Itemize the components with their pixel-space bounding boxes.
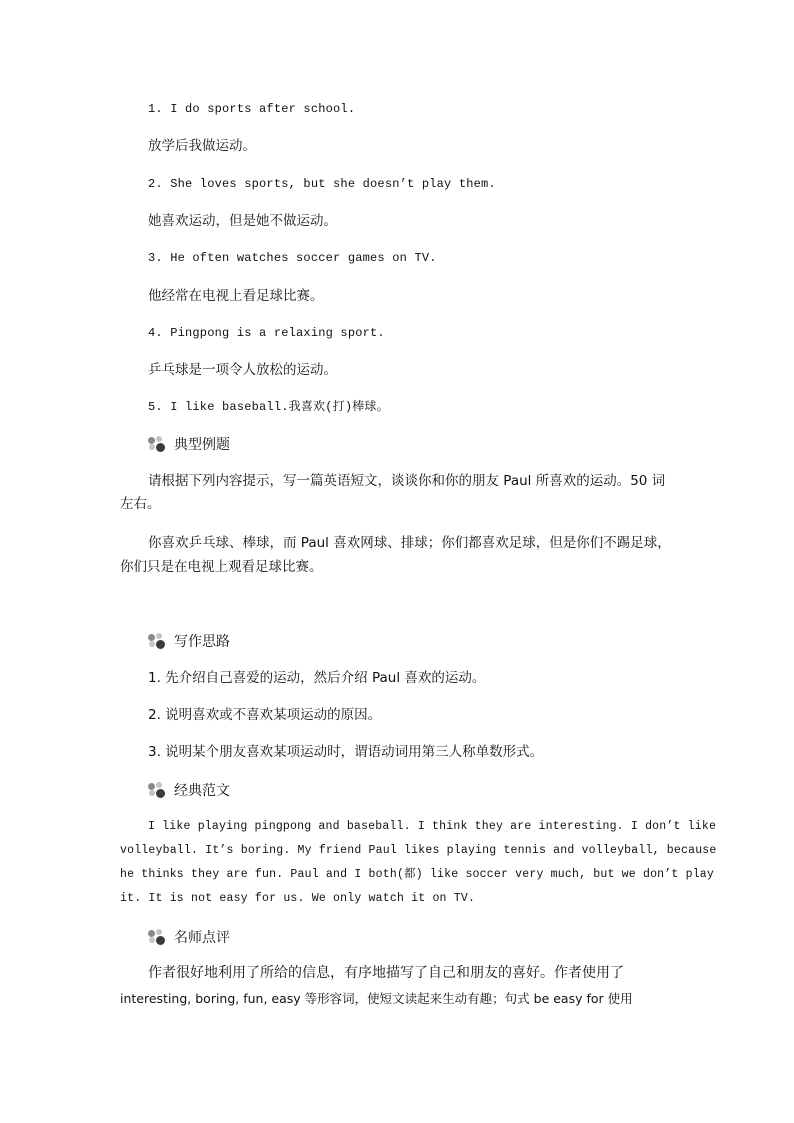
decorative-dots-icon bbox=[148, 782, 168, 798]
approach-point-1: 1. 先介绍自己喜爱的运动，然后介绍 Paul 喜欢的运动。 bbox=[148, 670, 486, 686]
model-essay-line-4: it. It is not easy for us. We only watch it on TV. bbox=[120, 892, 476, 905]
review-line-1: 作者很好地利用了所给的信息，有序地描写了自己和朋友的喜好。作者使用了 bbox=[148, 965, 624, 981]
example-info-line-2: 你们只是在电视上观看足球比赛。 bbox=[120, 559, 323, 575]
example-prompt-line-1: 请根据下列内容提示，写一篇英语短文，谈谈你和你的朋友 Paul 所喜欢的运动。50 词 bbox=[148, 473, 666, 489]
section-heading-review bbox=[148, 927, 230, 947]
sentence-1-en: 1. I do sports after school. bbox=[148, 102, 356, 116]
sentence-3-en: 3. He often watches soccer games on TV. bbox=[148, 251, 437, 265]
sentence-2-en: 2. She loves sports, but she doesn’t play them. bbox=[148, 177, 496, 191]
sentence-4-en: 4. Pingpong is a relaxing sport. bbox=[148, 326, 385, 340]
sentence-1-cn: 放学后我做运动。 bbox=[148, 138, 256, 154]
model-essay-line-1: I like playing pingpong and baseball. I think they are interesting. I don’t like bbox=[148, 820, 717, 833]
approach-point-2: 2. 说明喜欢或不喜欢某项运动的原因。 bbox=[148, 707, 382, 723]
section-heading-model bbox=[148, 780, 230, 800]
section-heading-label: 名师点评 bbox=[174, 930, 230, 946]
sentence-5-en: 5. I like baseball.我喜欢(打)棒球。 bbox=[148, 400, 389, 414]
approach-point-3: 3. 说明某个朋友喜欢某项运动时，谓语动词用第三人称单数形式。 bbox=[148, 744, 544, 760]
section-heading-label: 典型例题 bbox=[174, 437, 230, 453]
decorative-dots-icon bbox=[148, 633, 168, 649]
example-info-line-1: 你喜欢乒乓球、棒球，而 Paul 喜欢网球、排球；你们都喜欢足球，但是你们不踢足球， bbox=[148, 535, 671, 551]
decorative-dots-icon bbox=[148, 929, 168, 945]
sentence-2-cn: 她喜欢运动，但是她不做运动。 bbox=[148, 213, 337, 229]
review-line-2: interesting, boring, fun, easy 等形容词，使短文读起来生动有趣；句式 be easy for 使用 bbox=[120, 991, 633, 1006]
decorative-dots-icon bbox=[148, 436, 168, 452]
section-heading-label: 经典范文 bbox=[174, 783, 230, 799]
example-prompt-line-2: 左右。 bbox=[120, 496, 161, 512]
model-essay-line-2: volleyball. It’s boring. My friend Paul likes playing tennis and volleyball, because bbox=[120, 844, 717, 857]
sentence-4-cn: 乒乓球是一项令人放松的运动。 bbox=[148, 362, 337, 378]
section-heading-approach bbox=[148, 631, 230, 651]
section-heading-example bbox=[148, 434, 230, 454]
section-heading-label: 写作思路 bbox=[174, 634, 230, 650]
sentence-3-cn: 他经常在电视上看足球比赛。 bbox=[148, 288, 324, 304]
model-essay-line-3: he thinks they are fun. Paul and I both(都) like soccer very much, but we don’t play bbox=[120, 868, 714, 881]
